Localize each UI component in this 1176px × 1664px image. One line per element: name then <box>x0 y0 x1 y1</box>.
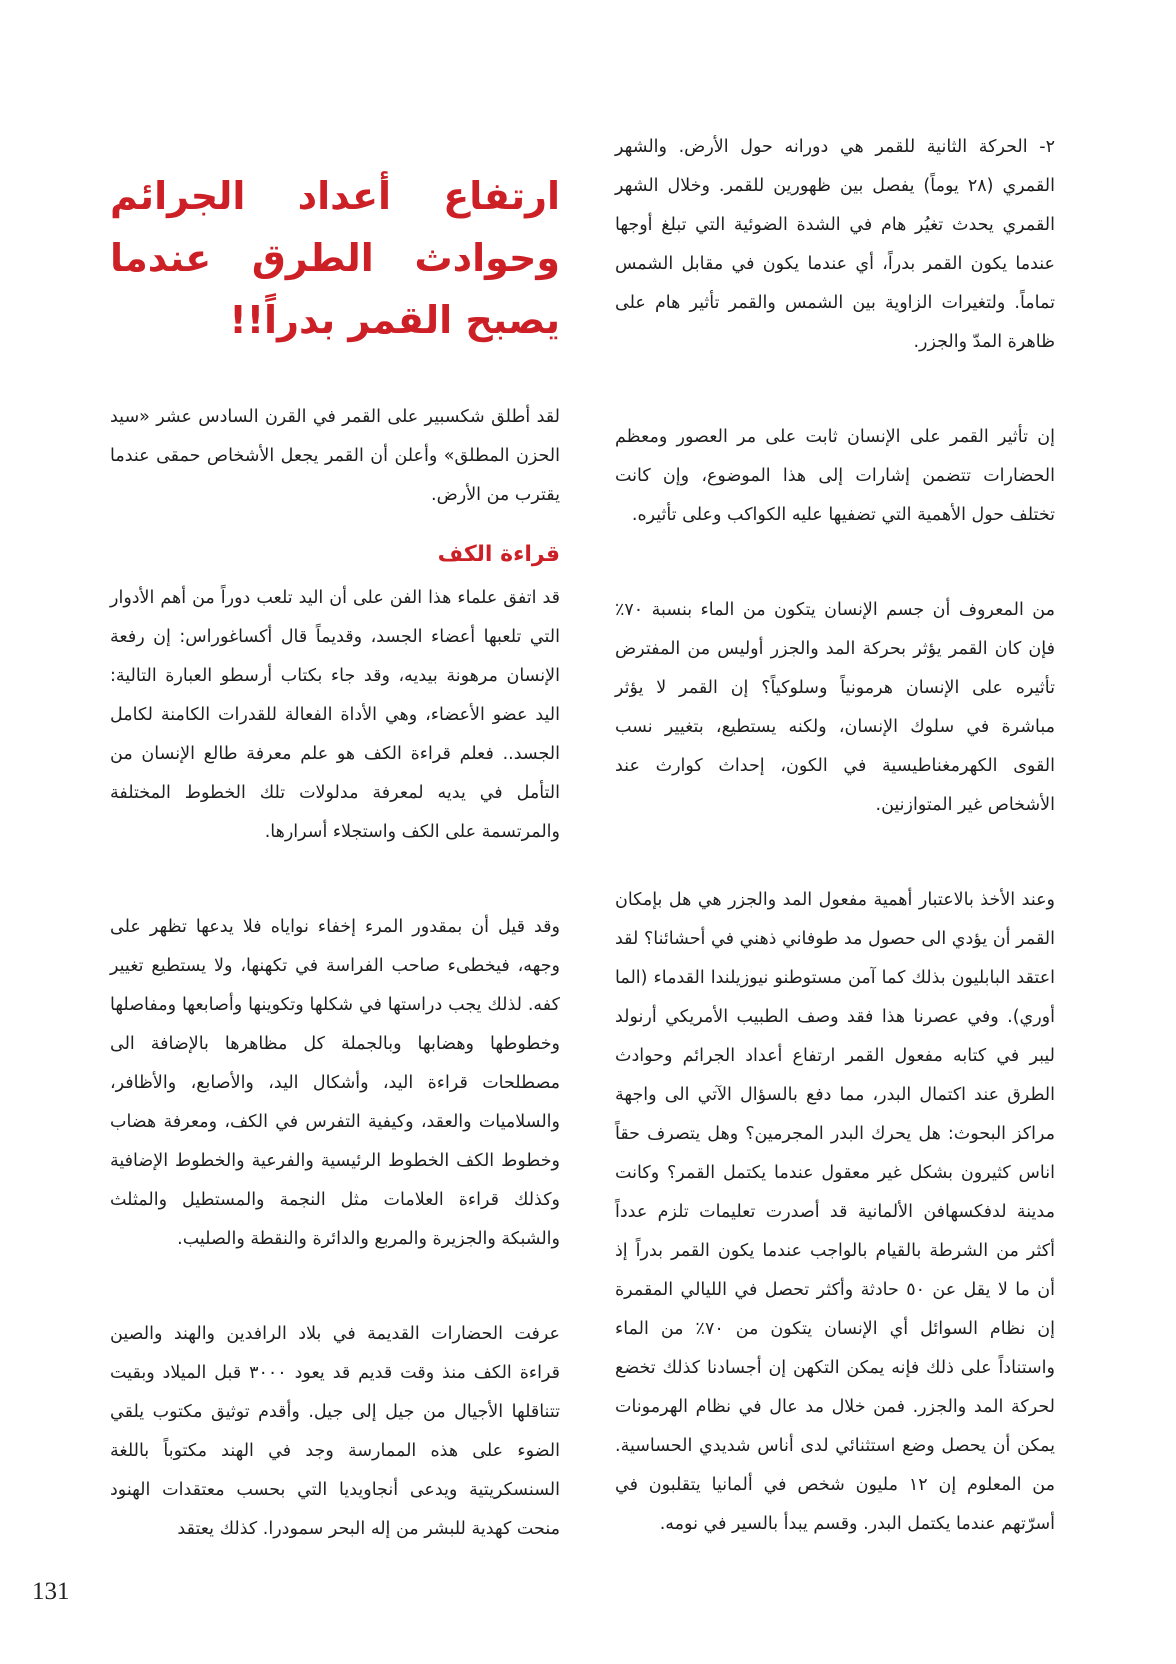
right-paragraph-2: إن تأثير القمر على الإنسان ثابت على مر العصور ومعظم الحضارات تتضمن إشارات إلى هذا الموضوع، وإن كانت تختلف حول الأهمية التي تضفيها عليه الكواكب وعلى تأثيره. <box>615 427 1055 525</box>
intro-paragraph: لقد أطلق شكسبير على القمر في القرن السادس عشر «سيد الحزن المطلق» وأعلن أن القمر يجعل الأشخاص حمقى عندما يقترب من الأرض. <box>110 407 560 505</box>
right-paragraph-4: وعند الأخذ بالاعتبار أهمية مفعول المد والجزر هي هل بإمكان القمر أن يؤدي الى حصول مد طوفاني ذهني في أحشائنا؟ لقد اعتقد البابليون بذلك كما آمن مستوطنو نيوزيلندا القدماء (الما أوري). وفي عصرنا هذا فقد وصف الطبيب الأمريكي أرنولد ليبر في كتابه مفعول القمر ارتفاع أعداد الجرائم وحوادث الطرق عند اكتمال البدر، مما دفع بالسؤال الآتي الى واجهة مراكز البحوث: هل يحرك البدر المجرمين؟ وهل يتصرف حقاً اناس كثيرون بشكل غير معقول عندما يكتمل القمر؟ وكانت مدينة لدفكسهافن الألمانية قد أصدرت تعليمات تلزم عدداً أكثر من الشرطة بالقيام بالواجب عندما يكون القمر بدراً إذ أن ما لا يقل عن ٥٠ حادثة وأكثر تحصل في الليالي المقمرة إن نظام السوائل أي الإنسان يتكون من ٧٠٪ من الماء واستناداً على ذلك فإنه يمكن التكهن إن أجسادنا كذلك تخضع لحركة المد والجزر. فمن خلال مد عال في نظام الهرمونات يمكن أن يحصل وضع استثنائي لدى أناس شديدي الحساسية. من المعلوم إن ١٢ مليون شخص في ألمانيا يتقلبون في أسرّتهم عندما يكتمل البدر. وقسم يبدأ بالسير في نومه. <box>615 890 1056 1534</box>
section-heading: قراءة الكف <box>437 542 560 567</box>
left-paragraph-3: عرفت الحضارات القديمة في بلاد الرافدين والهند والصين قراءة الكف منذ وقت قديم قد يعود ٣٠٠٠ قبل الميلاد وبقيت تتناقلها الأجيال من جيل إلى جيل. وأقدم توثيق مكتوب يلقي الضوء على هذه الممارسة وجد في الهند مكتوباً باللغة السنسكريتية ويدعى أنجاويديا التي بحسب معتقدات الهنود منحت كهدية للبشر من إله البحر سمودرا. كذلك يعتقد <box>110 1324 560 1539</box>
left-paragraph-1: قد اتفق علماء هذا الفن على أن اليد تلعب دوراً من أهم الأدوار التي تلعبها أعضاء الجسد، وقديماً قال أكساغوراس: إن رفعة الإنسان مرهونة بيديه، وقد جاء بكتاب أرسطو العبارة التالية: اليد عضو الأعضاء، وهي الأداة الفعالة للقدرات الكامنة لكامل الجسد.. فعلم قراءة الكف هو علم معرفة طالع الإنسان من التأمل في يديه لمعرفة مدلولات تلك الخطوط المختلفة والمرتسمة على الكف واستجلاء أسرارها. <box>110 588 560 842</box>
left-paragraph-2: وقد قيل أن بمقدور المرء إخفاء نواياه فلا يدعها تظهر على وجهه، فيخطىء صاحب الفراسة في تكهنها، ولا يستطيع تغيير كفه. لذلك يجب دراستها في شكلها وتكوينها وأصابعها ومفاصلها وخطوطها وهضابها وبالجملة كل مظاهرها بالإضافة الى مصطلحات قراءة اليد، وأشكال اليد، والأصابع، والأظافر، والسلاميات والعقد، وكيفية التفرس في الكف، ومعرفة هضاب وخطوط الكف الخطوط الرئيسية والفرعية والخطوط الإضافية وكذلك قراءة العلامات مثل النجمة والمستطيل والمثلث والشبكة والجزيرة والمربع والدائرة والنقطة والصليب. <box>110 917 560 1249</box>
right-column <box>615 128 1055 1544</box>
page-number: 131 <box>32 1578 70 1605</box>
right-paragraph-3: من المعروف أن جسم الإنسان يتكون من الماء بنسبة ٧٠٪ فإن كان القمر يؤثر بحركة المد والجزر أوليس من المفترض تأثيره على الإنسان هرمونياً وسلوكياً؟ إن القمر لا يؤثر مباشرة في سلوك الإنسان، ولكنه يستطيع، بتغيير نسب القوى الكهرمغناطيسية في الكون، إحداث كوارث عند الأشخاص غير المتوازنين. <box>615 600 1055 815</box>
right-paragraph-1: ٢- الحركة الثانية للقمر هي دورانه حول الأرض. والشهر القمري (٢٨ يوماً) يفصل بين ظهورين للقمر. وخلال الشهر القمري يحدث تغيُر هام في الشدة الضوئية التي تبلغ أوجها عندما يكون القمر بدراً، أي عندما يكون في مقابل الشمس تماماً. ولتغيرات الزاوية بين الشمس والقمر تأثير هام على ظاهرة المدّ والجزر. <box>615 137 1055 352</box>
left-column <box>110 398 560 1549</box>
article-title: ارتفاع أعداد الجرائم وحوادث الطرق عندما يصبح القمر بدراً!! <box>110 174 560 343</box>
